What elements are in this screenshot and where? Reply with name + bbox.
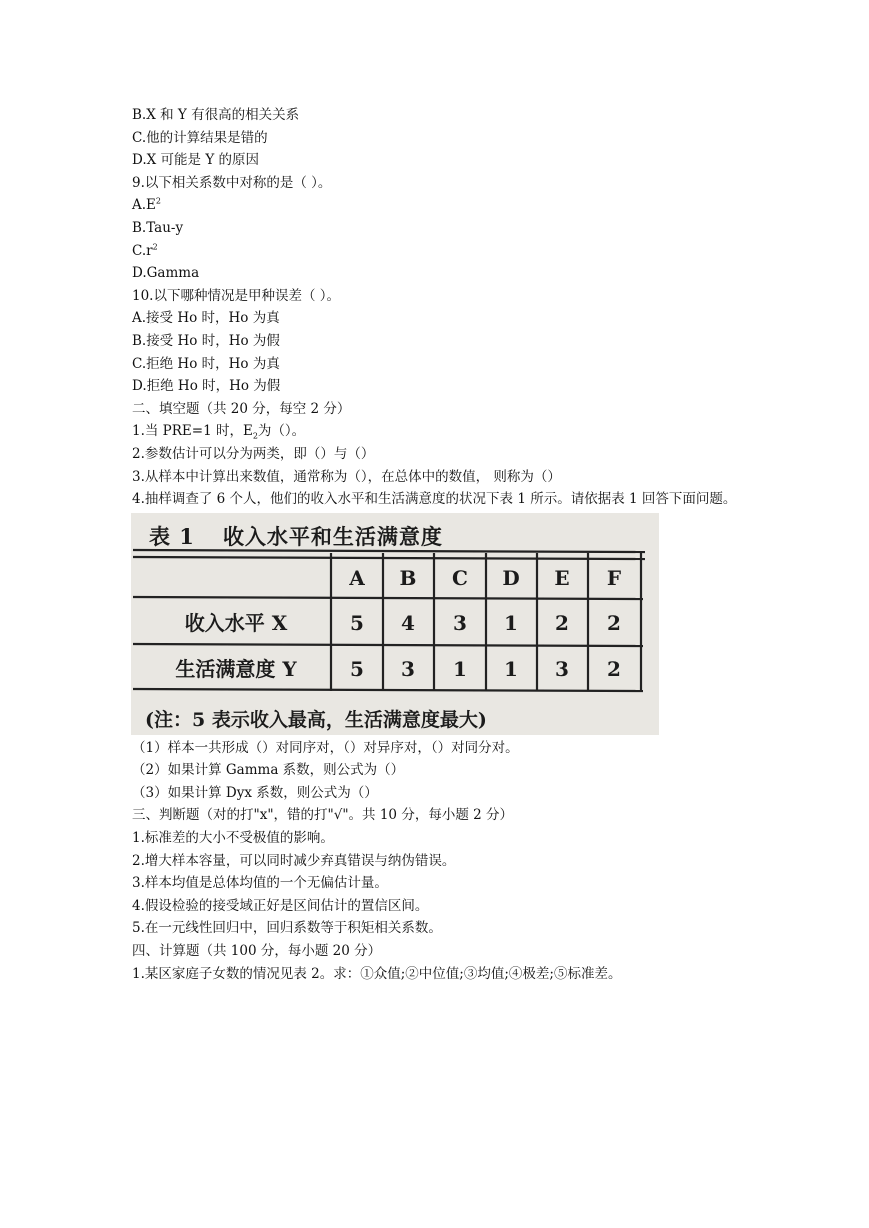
- table-cell: 3: [453, 610, 467, 635]
- sub-question-1: （1）样本一共形成（）对同序对，（）对异序对，（）对同分对。: [132, 739, 519, 756]
- option-d: D.Gamma: [132, 265, 200, 282]
- option-a: $A.E^2$: [132, 196, 161, 214]
- table-row-label: 收入水平 X: [184, 610, 288, 635]
- table-grid: [131, 513, 659, 735]
- sub-question-3: （3）如果计算 Dyx 系数，则公式为（）: [132, 784, 378, 801]
- text-line: C.他的计算结果是错的: [132, 129, 268, 146]
- section-heading: 三、判断题（对的打"x"，错的打"√"。共 10 分，每小题 2 分）: [132, 807, 513, 824]
- table-cell: 3: [401, 656, 415, 681]
- table-title: 表 1 收入水平和生活满意度: [149, 523, 443, 549]
- table-1-image: [131, 513, 659, 735]
- option-c: $C.r^2$: [132, 242, 158, 259]
- judge-question-4: 4.假设检验的接受域正好是区间估计的置信区间。: [132, 897, 429, 914]
- option-d: D.拒绝 Ho 时，Ho 为假: [132, 378, 281, 395]
- text-block: [132, 104, 747, 985]
- judge-question-1: 1.标准差的大小不受极值的影响。: [132, 830, 334, 847]
- table-cell: 2: [555, 610, 569, 635]
- fill-question-1: 1.当 PRE=1 时，$E_2$为（）。: [132, 423, 306, 441]
- table-cell: 5: [350, 610, 364, 635]
- question-10: 10.以下哪种情况是甲种误差（ ）。: [132, 287, 341, 304]
- table-col-header: A: [349, 565, 365, 590]
- table-cell: 1: [504, 656, 518, 681]
- table-col-header: C: [452, 565, 468, 590]
- table-col-header: D: [502, 565, 520, 590]
- fill-question-4: 4.抽样调查了 6 个人，他们的收入水平和生活满意度的状况下表 1 所示。请依据表 1 回答下面问题。: [132, 491, 737, 508]
- table-cell: 3: [555, 656, 569, 681]
- table-cell: 1: [453, 656, 467, 681]
- sub-question-2: （2）如果计算 Gamma 系数，则公式为（）: [132, 762, 405, 779]
- option-b: B.Tau-y: [132, 219, 184, 236]
- table-col-header: B: [399, 565, 417, 590]
- judge-question-3: 3.样本均值是总体均值的一个无偏估计量。: [132, 875, 388, 892]
- table-cell: 5: [350, 656, 364, 681]
- table-note: (注：5 表示收入最高，生活满意度最大): [145, 708, 487, 731]
- subscript: 2: [252, 432, 258, 441]
- table-cell: 2: [607, 656, 621, 681]
- option-c: C.拒绝 Ho 时，Ho 为真: [132, 355, 280, 372]
- table-col-header: F: [606, 565, 622, 590]
- fill-question-2: 2.参数估计可以分为两类，即（）与（）: [132, 445, 375, 462]
- question-9: 9.以下相关系数中对称的是（ ）。: [132, 174, 332, 191]
- section-heading: 四、计算题（共 100 分，每小题 20 分）: [132, 943, 382, 960]
- fill-question-3: 3.从样本中计算出来数值，通常称为（），在总体中的数值， 则称为（）: [132, 468, 561, 485]
- option-b: B.接受 Ho 时，Ho 为假: [132, 332, 280, 349]
- table-row-label: 生活满意度 Y: [175, 656, 297, 681]
- table-col-header: E: [554, 565, 570, 590]
- table-cell: 1: [504, 610, 518, 635]
- judge-question-5: 5.在一元线性回归中，回归系数等于积矩相关系数。: [132, 920, 442, 937]
- text-line: B.X 和 Y 有很高的相关关系: [132, 107, 300, 123]
- calc-question-1: 1.某区家庭子女数的情况见表 2。求：①众值;②中位值;③均值;④极差;⑤标准差。: [132, 965, 622, 982]
- text-line: D.X 可能是 Y 的原因: [132, 152, 260, 169]
- table-cell: 2: [607, 610, 621, 635]
- table-cell: 4: [401, 610, 415, 635]
- judge-question-2: 2.增大样本容量，可以同时减少弃真错误与纳伪错误。: [132, 852, 456, 869]
- option-a: A.接受 Ho 时，Ho 为真: [132, 310, 280, 327]
- section-heading: 二、填空题（共 20 分，每空 2 分）: [132, 400, 351, 417]
- superscript: 2: [152, 242, 158, 252]
- superscript: 2: [155, 196, 161, 206]
